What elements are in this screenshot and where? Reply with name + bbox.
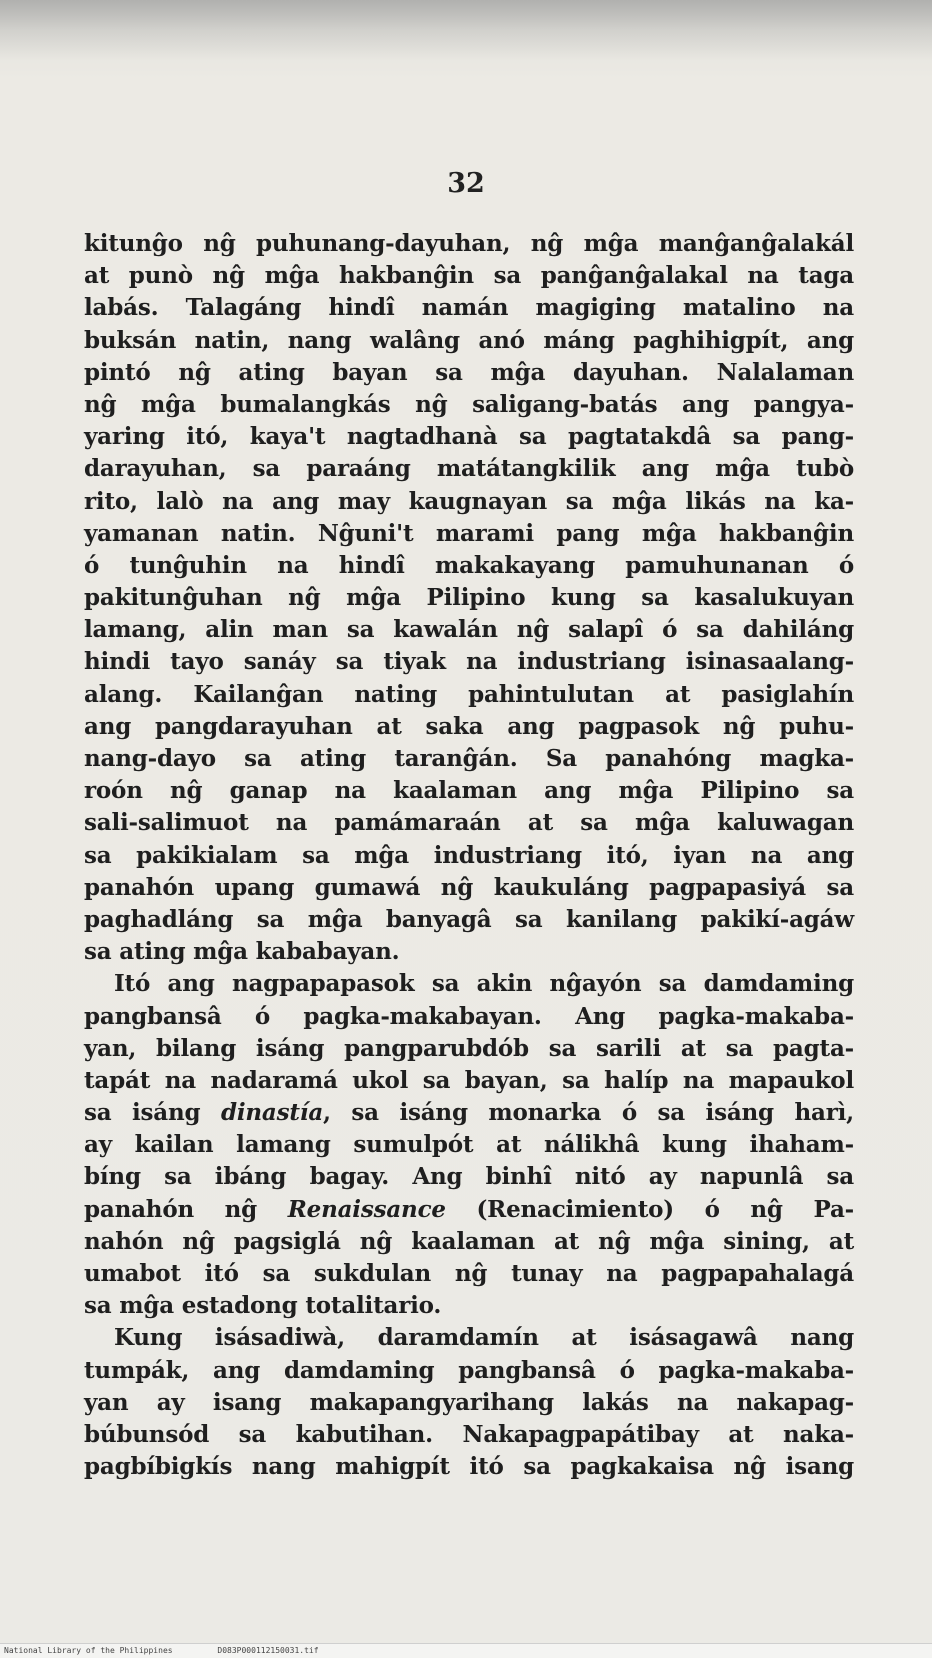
text-line: roón nĝ ganap na kaalaman ang mĝa Pilipino sa bbox=[84, 777, 854, 805]
text-line: nahón nĝ pagsiglá nĝ kaalaman at nĝ mĝa sining, at bbox=[84, 1227, 854, 1255]
italic-term: Renaissance bbox=[287, 1195, 446, 1223]
text-line: sali-salimuot na pamámaraán at sa mĝa kaluwagan bbox=[84, 809, 854, 837]
text-line: umabot itó sa sukdulan nĝ tunay na pagpapahalagá bbox=[84, 1260, 854, 1287]
text-line: ang pangdarayuhan at saka ang pagpasok nĝ puhu- bbox=[84, 712, 854, 740]
text-line: yan, bilang isáng pangparubdób sa sarili at sa pagta- bbox=[84, 1034, 854, 1062]
text-line: buksán natin, nang walâng anó máng paghihigpít, ang bbox=[84, 326, 854, 354]
text-line: pakitunĝuhan nĝ mĝa Pilipino kung sa kasalukuyan bbox=[84, 584, 854, 612]
text-line: yamanan natin. Nĝuni't marami pang mĝa hakbanĝin bbox=[84, 519, 854, 547]
text-line: ó tunĝuhin na hindî makakayang pamuhunanan ó bbox=[84, 551, 854, 579]
text-line: rito, lalò na ang may kaugnayan sa mĝa likás na ka- bbox=[84, 487, 854, 515]
text-line: pintó nĝ ating bayan sa mĝa dayuhan. Nalalaman bbox=[84, 358, 854, 386]
text-line: tumpák, ang damdaming pangbansâ ó pagka-makaba- bbox=[84, 1356, 854, 1384]
text-line: panahón upang gumawá nĝ kaukuláng pagpapasiyá sa bbox=[84, 873, 854, 901]
text-line: labás. Talagáng hindî namán magiging matalino na bbox=[84, 294, 854, 322]
scan-footer bbox=[0, 1643, 932, 1658]
footer-file-id: D083P000112150031.tif bbox=[217, 1646, 319, 1655]
text-line: yaring itó, kaya't nagtadhanà sa pagtatakdâ sa pang- bbox=[84, 423, 854, 451]
text-line: pagbíbigkís nang mahigpít itó sa pagkakaisa nĝ isang bbox=[84, 1453, 854, 1481]
footer-source: National Library of the Philippines bbox=[4, 1646, 173, 1655]
text-line: alang. Kailanĝan nating pahintulutan at pasiglahín bbox=[84, 680, 854, 708]
text-line: bíng sa ibáng bagay. Ang binhî nitó ay napunlâ sa bbox=[84, 1163, 854, 1191]
text-line: paghadláng sa mĝa banyagâ sa kanilang pakikí-agáw bbox=[84, 905, 854, 933]
text-line: Itó ang nagpapapasok sa akin nĝayón sa damdaming bbox=[114, 970, 854, 998]
scan-top-shadow bbox=[0, 0, 932, 60]
text-line: hindi tayo sanáy sa tiyak na industriang isinasaalang- bbox=[84, 648, 854, 676]
text-line: sa isáng dinastía, sa isáng monarka ó sa isáng harì, bbox=[84, 1099, 854, 1127]
page-number: 32 bbox=[447, 168, 485, 199]
text-line: búbunsód sa kabutihan. Nakapagpapátibay at naka- bbox=[84, 1420, 854, 1448]
text-line: sa pakikialam sa mĝa industriang itó, iyan na ang bbox=[84, 841, 854, 869]
text-line: nĝ mĝa bumalangkás nĝ saligang-batás ang pangya- bbox=[84, 390, 854, 418]
text-line: lamang, alin man sa kawalán nĝ salapî ó sa dahiláng bbox=[84, 616, 854, 644]
text-line: at punò nĝ mĝa hakbanĝin sa panĝanĝalakal na taga bbox=[84, 262, 854, 290]
text-line: tapát na nadaramá ukol sa bayan, sa halíp na mapaukol bbox=[84, 1066, 854, 1094]
text-line: darayuhan, sa paraáng matátangkilik ang mĝa tubò bbox=[84, 455, 854, 483]
text-line: kitunĝo nĝ puhunang-dayuhan, nĝ mĝa manĝanĝalakál bbox=[84, 230, 854, 257]
text-line: panahón nĝ Renaissance (Renacimiento) ó nĝ Pa- bbox=[84, 1195, 855, 1223]
text-line: ay kailan lamang sumulpót at nálikhâ kung ihaham- bbox=[84, 1131, 854, 1159]
text-line: sa mĝa estadong totalitario. bbox=[84, 1292, 442, 1320]
text-line: sa ating mĝa kababayan. bbox=[84, 938, 400, 966]
text-line: nang-dayo sa ating taranĝán. Sa panahóng magka- bbox=[84, 745, 854, 772]
text-line: yan ay isang makapangyarihang lakás na nakapag- bbox=[84, 1388, 854, 1416]
body-text bbox=[84, 228, 854, 1483]
text-line: Kung isásadiwà, daramdamín at isásagawâ nang bbox=[114, 1324, 854, 1352]
italic-term: dinastía bbox=[220, 1099, 324, 1127]
text-line: pangbansâ ó pagka-makabayan. Ang pagka-makaba- bbox=[84, 1002, 854, 1030]
